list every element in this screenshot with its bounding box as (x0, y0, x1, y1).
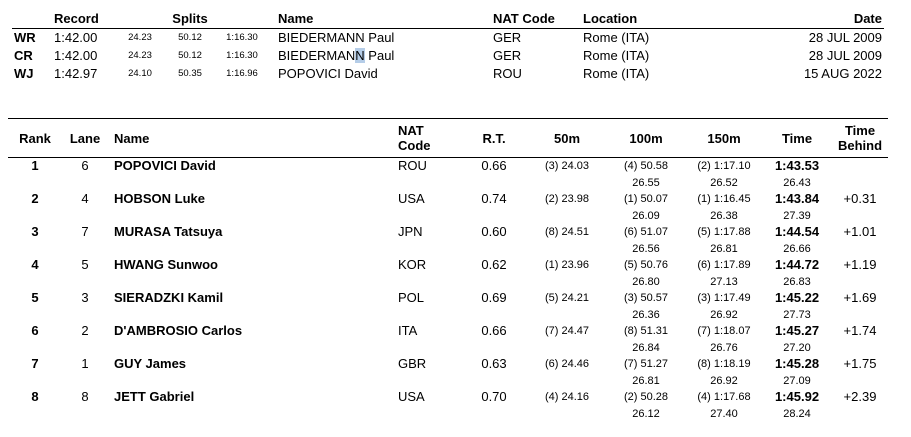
nat-code-cell: ROU (398, 158, 427, 174)
nat-code-cell: GBR (398, 356, 427, 372)
header-50m: 50m (528, 119, 606, 158)
empty-cell (832, 175, 888, 192)
time-behind-cell: +1.69 (843, 290, 877, 306)
record-location: Rome (ITA) (583, 30, 650, 45)
lap-split-100m: 26.84 (632, 341, 660, 354)
result-row (8, 257, 888, 274)
result-subrow (8, 208, 888, 225)
final-time-cell: 1:44.72 (774, 257, 820, 273)
lap-split-100m: 26.12 (632, 407, 660, 420)
record-type: WR (14, 30, 36, 45)
lap-split-150m: 26.92 (710, 374, 738, 387)
result-row (8, 389, 888, 406)
lap-split-150m: 27.13 (710, 275, 738, 288)
record-holder-name: POPOVICI David (278, 66, 378, 81)
records-table (12, 10, 884, 83)
nat-code-cell: KOR (398, 257, 427, 273)
time-behind-cell: +1.75 (843, 356, 877, 372)
nat-code-cell: USA (398, 191, 425, 207)
empty-cell (832, 373, 888, 390)
lap-split-100m: 26.55 (632, 176, 660, 189)
reaction-time-cell: 0.66 (481, 158, 507, 174)
nat-code-cell: JPN (398, 224, 423, 240)
header-name: Name (108, 119, 398, 158)
empty-cell (528, 406, 606, 423)
time-behind-cell: +1.74 (843, 323, 877, 339)
empty-cell (8, 175, 62, 192)
split-100m-cell: (5) 50.76 (623, 259, 669, 272)
lap-split-100m: 26.81 (632, 374, 660, 387)
record-split-50: 24.23 (128, 32, 152, 43)
header-100m: 100m (606, 119, 686, 158)
nat-code-cell: USA (398, 389, 425, 405)
record-time: 1:42.00 (54, 30, 98, 45)
lap-split-100m: 26.56 (632, 242, 660, 255)
result-row (8, 323, 888, 340)
record-time: 1:42.97 (54, 66, 98, 81)
record-split-150: 1:16.30 (226, 32, 258, 43)
record-row-wr (12, 29, 884, 48)
reaction-time-cell: 0.63 (481, 356, 507, 372)
empty-cell (8, 406, 62, 423)
empty-cell (460, 175, 528, 192)
header-reaction-time: R.T. (460, 119, 528, 158)
empty-cell (832, 241, 888, 258)
records-header-splits: Splits (172, 11, 208, 26)
final-time-cell: 1:45.27 (774, 323, 820, 339)
split-50m-cell: (6) 24.46 (544, 358, 590, 371)
result-subrow (8, 175, 888, 192)
records-header-nat-code: NAT Code (493, 11, 555, 26)
empty-cell (832, 274, 888, 291)
lane-cell: 8 (81, 389, 89, 405)
split-150m-cell: (8) 1:18.19 (697, 358, 751, 371)
empty-cell (62, 274, 108, 291)
records-header-name: Name (278, 11, 314, 26)
record-time: 1:42.00 (54, 48, 98, 63)
split-150m-cell: (2) 1:17.10 (697, 160, 751, 173)
lap-split-final: 26.66 (783, 242, 811, 255)
record-split-150: 1:16.96 (226, 68, 258, 79)
lane-cell: 4 (81, 191, 89, 207)
result-row (8, 290, 888, 307)
lap-split-final: 26.43 (783, 176, 811, 189)
lane-cell: 7 (81, 224, 89, 240)
reaction-time-cell: 0.66 (481, 323, 507, 339)
empty-cell (62, 307, 108, 324)
records-header-row (12, 10, 884, 29)
lap-split-150m: 26.38 (710, 209, 738, 222)
result-row (8, 191, 888, 208)
empty-cell (832, 406, 888, 423)
text-selection-highlight: N (355, 48, 365, 63)
record-date: 28 JUL 2009 (808, 30, 882, 45)
empty-cell (8, 208, 62, 225)
results-body (8, 158, 888, 423)
empty-cell (460, 373, 528, 390)
split-50m-cell: (5) 24.21 (544, 292, 590, 305)
empty-cell (62, 175, 108, 192)
lap-split-100m: 26.36 (632, 308, 660, 321)
empty-cell (8, 307, 62, 324)
result-subrow (8, 373, 888, 390)
split-100m-cell: (1) 50.07 (623, 193, 669, 206)
record-nat: ROU (493, 66, 522, 81)
empty-cell (398, 208, 460, 225)
split-150m-cell: (3) 1:17.49 (697, 292, 751, 305)
empty-cell (398, 241, 460, 258)
lane-cell: 5 (81, 257, 89, 273)
header-time: Time (762, 119, 832, 158)
result-subrow (8, 241, 888, 258)
split-150m-cell: (4) 1:17.68 (697, 391, 751, 404)
athlete-name: GUY James (114, 356, 187, 372)
split-50m-cell: (4) 24.16 (544, 391, 590, 404)
empty-cell (398, 406, 460, 423)
reaction-time-cell: 0.74 (481, 191, 507, 207)
reaction-time-cell: 0.60 (481, 224, 507, 240)
empty-cell (108, 406, 398, 423)
header-time-behind: Time Behind (832, 119, 888, 158)
record-row-cr (12, 47, 884, 65)
split-50m-cell: (3) 24.03 (544, 160, 590, 173)
empty-cell (62, 406, 108, 423)
result-subrow (8, 307, 888, 324)
final-time-cell: 1:44.54 (774, 224, 820, 240)
time-behind-cell: +1.19 (843, 257, 877, 273)
lap-split-150m: 26.92 (710, 308, 738, 321)
record-holder-name-part: BIEDERMAN (278, 48, 356, 63)
lane-cell: 6 (81, 158, 89, 174)
lap-split-150m: 26.76 (710, 341, 738, 354)
record-holder-name: BIEDERMANN Paul (278, 30, 395, 45)
reaction-time-cell: 0.69 (481, 290, 507, 306)
records-header-date: Date (853, 11, 882, 26)
rank-cell: 2 (31, 191, 39, 207)
athlete-name: MURASA Tatsuya (114, 224, 223, 240)
lap-split-final: 27.39 (783, 209, 811, 222)
result-subrow (8, 406, 888, 423)
record-split-100: 50.12 (178, 32, 202, 43)
split-50m-cell: (1) 23.96 (544, 259, 590, 272)
empty-cell (528, 373, 606, 390)
split-150m-cell: (7) 1:18.07 (697, 325, 751, 338)
athlete-name: HWANG Sunwoo (114, 257, 218, 273)
split-100m-cell: (6) 51.07 (623, 226, 669, 239)
athlete-name: POPOVICI David (114, 158, 216, 174)
lap-split-final: 27.73 (783, 308, 811, 321)
record-type: CR (14, 48, 33, 63)
empty-cell (460, 340, 528, 357)
split-100m-cell: (2) 50.28 (623, 391, 669, 404)
athlete-name: JETT Gabriel (114, 389, 195, 405)
split-100m-cell: (3) 50.57 (623, 292, 669, 305)
time-behind-cell: +1.01 (843, 224, 877, 240)
empty-cell (108, 208, 398, 225)
split-100m-cell: (7) 51.27 (623, 358, 669, 371)
result-row (8, 158, 888, 175)
nat-code-cell: ITA (398, 323, 418, 339)
empty-cell (528, 340, 606, 357)
rank-cell: 8 (31, 389, 39, 405)
lane-cell: 3 (81, 290, 89, 306)
empty-cell (62, 373, 108, 390)
split-100m-cell: (8) 51.31 (623, 325, 669, 338)
final-time-cell: 1:45.92 (774, 389, 820, 405)
empty-cell (460, 307, 528, 324)
time-behind-cell (832, 158, 888, 175)
record-holder-name (268, 47, 493, 65)
lap-split-100m: 26.09 (632, 209, 660, 222)
records-header-location: Location (583, 11, 638, 26)
athlete-name: SIERADZKI Kamil (114, 290, 224, 306)
record-split-100: 50.35 (178, 68, 202, 79)
header-nat-code: NAT Code (398, 119, 460, 158)
header-rank: Rank (8, 119, 62, 158)
split-150m-cell: (6) 1:17.89 (697, 259, 751, 272)
empty-cell (108, 307, 398, 324)
lap-split-final: 27.20 (783, 341, 811, 354)
final-time-cell: 1:43.84 (774, 191, 820, 207)
empty-cell (8, 340, 62, 357)
results-table (8, 118, 888, 422)
empty-cell (398, 373, 460, 390)
lap-split-150m: 27.40 (710, 407, 738, 420)
record-location: Rome (ITA) (583, 66, 650, 81)
record-date: 28 JUL 2009 (808, 48, 882, 63)
rank-cell: 6 (31, 323, 39, 339)
rank-cell: 3 (31, 224, 39, 240)
record-type: WJ (14, 66, 34, 81)
empty-cell (398, 307, 460, 324)
empty-cell (528, 241, 606, 258)
records-header-record: Record (54, 11, 99, 26)
empty-cell (398, 274, 460, 291)
results-header-row (8, 119, 888, 158)
empty-cell (108, 241, 398, 258)
empty-cell (8, 373, 62, 390)
reaction-time-cell: 0.70 (481, 389, 507, 405)
final-time-cell: 1:43.53 (774, 158, 820, 174)
empty-cell (460, 208, 528, 225)
lane-cell: 1 (81, 356, 89, 372)
empty-cell (460, 274, 528, 291)
header-150m: 150m (686, 119, 762, 158)
split-150m-cell: (1) 1:16.45 (697, 193, 751, 206)
empty-cell (398, 175, 460, 192)
nat-code-cell: POL (398, 290, 425, 306)
record-date: 15 AUG 2022 (803, 66, 882, 81)
rank-cell: 1 (31, 158, 39, 174)
empty-cell (62, 241, 108, 258)
record-location: Rome (ITA) (583, 48, 650, 63)
empty-cell (108, 340, 398, 357)
lap-split-100m: 26.80 (632, 275, 660, 288)
athlete-name: HOBSON Luke (114, 191, 206, 207)
empty-cell (832, 340, 888, 357)
split-150m-cell: (5) 1:17.88 (697, 226, 751, 239)
lap-split-final: 27.09 (783, 374, 811, 387)
empty-cell (460, 406, 528, 423)
empty-cell (108, 175, 398, 192)
result-subrow (8, 274, 888, 291)
athlete-name: D'AMBROSIO Carlos (114, 323, 243, 339)
rank-cell: 4 (31, 257, 39, 273)
empty-cell (108, 274, 398, 291)
result-subrow (8, 340, 888, 357)
empty-cell (528, 208, 606, 225)
record-row-wj (12, 65, 884, 83)
record-split-50: 24.23 (128, 50, 152, 61)
empty-cell (8, 241, 62, 258)
record-split-150: 1:16.30 (226, 50, 258, 61)
lap-split-final: 28.24 (783, 407, 811, 420)
lap-split-final: 26.83 (783, 275, 811, 288)
record-nat: GER (493, 48, 522, 63)
reaction-time-cell: 0.62 (481, 257, 507, 273)
empty-cell (528, 175, 606, 192)
header-lane: Lane (62, 119, 108, 158)
lap-split-150m: 26.52 (710, 176, 738, 189)
empty-cell (108, 373, 398, 390)
lap-split-150m: 26.81 (710, 242, 738, 255)
empty-cell (62, 208, 108, 225)
final-time-cell: 1:45.28 (774, 356, 820, 372)
empty-cell (528, 307, 606, 324)
result-row (8, 356, 888, 373)
record-split-50: 24.10 (128, 68, 152, 79)
time-behind-cell: +2.39 (843, 389, 877, 405)
empty-cell (398, 340, 460, 357)
time-behind-cell: +0.31 (843, 191, 877, 207)
empty-cell (460, 241, 528, 258)
split-50m-cell: (2) 23.98 (544, 193, 590, 206)
empty-cell (8, 274, 62, 291)
lane-cell: 2 (81, 323, 89, 339)
empty-cell (832, 307, 888, 324)
empty-cell (528, 274, 606, 291)
split-50m-cell: (7) 24.47 (544, 325, 590, 338)
record-split-100: 50.12 (178, 50, 202, 61)
split-100m-cell: (4) 50.58 (623, 160, 669, 173)
split-50m-cell: (8) 24.51 (544, 226, 590, 239)
record-holder-name-part: Paul (364, 48, 395, 63)
result-row (8, 224, 888, 241)
rank-cell: 7 (31, 356, 39, 372)
empty-cell (62, 340, 108, 357)
final-time-cell: 1:45.22 (774, 290, 820, 306)
record-nat: GER (493, 30, 522, 45)
rank-cell: 5 (31, 290, 39, 306)
empty-cell (832, 208, 888, 225)
